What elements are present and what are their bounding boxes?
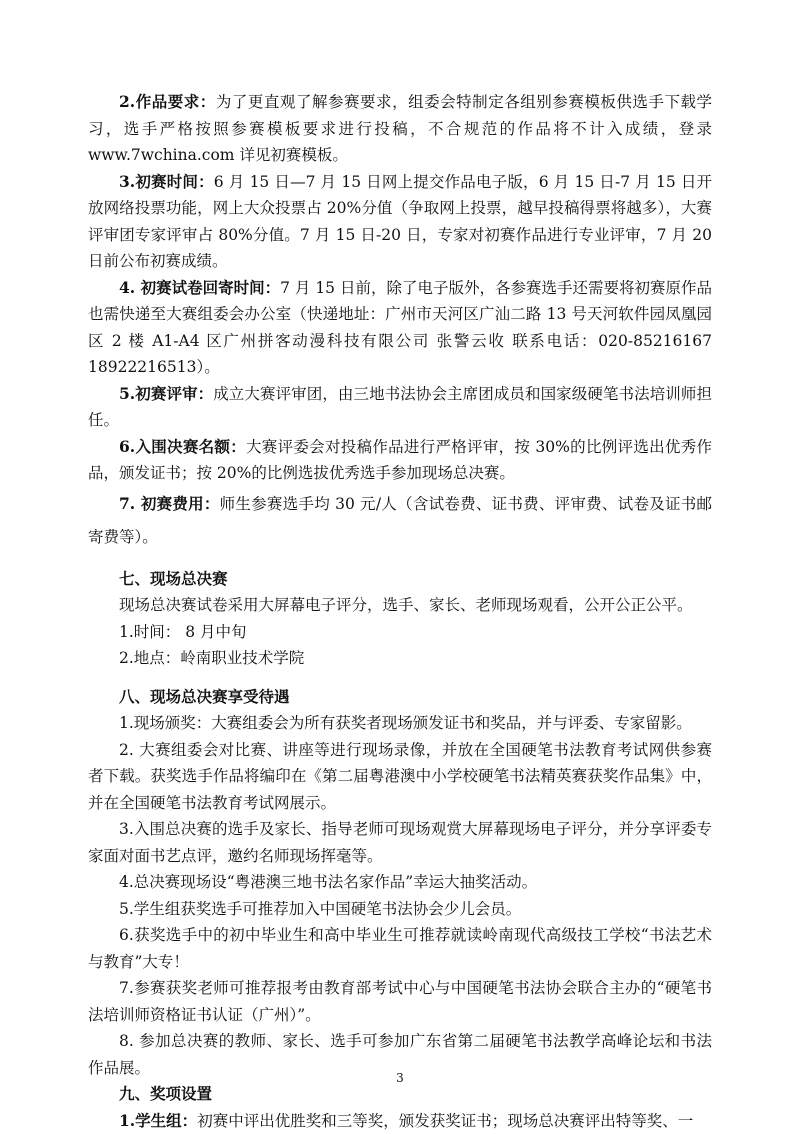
item-text: 7 月 15 日前，除了电子版外，各参赛选手还需要将初赛原作品也需快递至大赛组委会办公室（快递地址：广州市天河区广汕二路 13 号天河软件园凤凰园区 2 楼 A1-A4 区广州拼客动漫科技有限公司 张警云收 联系电话：020-85216167 18922216513）。 [88,279,712,377]
finals-intro: 现场总决赛试卷采用大屏幕电子评分，选手、家长、老师现场观看，公开公正公平。 [88,592,712,619]
item-label: 6.入围决赛名额： [119,437,246,456]
awards-label: 1.学生组： [119,1111,197,1130]
finals-time: 1.时间： 8 月中旬 [88,619,712,646]
item-text: 成立大赛评审团，由三地书法协会主席团成员和国家级硬笔书法培训师担任。 [88,385,712,430]
document-body [88,89,712,1134]
benefit-item: 1.现场颁奖：大赛组委会为所有获奖者现场颁发证书和奖品，并与评委、专家留影。 [88,710,712,737]
spacer [88,554,712,566]
awards-text: 初赛中评出优胜奖和三等奖，颁发获奖证书；现场总决赛评出特等奖、一 [197,1112,693,1130]
benefit-item: 4.总决赛现场设“粤港澳三地书法名家作品”幸运大抽奖活动。 [88,869,712,896]
item-3 [88,169,712,275]
item-label: 5.初赛评审： [119,384,213,403]
benefit-item: 7.参赛获奖老师可推荐报考由教育部考试中心与中国硬笔书法协会联合主办的“硬笔书法培训师资格证书认证（广州）”。 [88,975,712,1028]
benefit-item: 6.获奖选手中的初中毕业生和高中毕业生可推荐就读岭南现代高级技工学校“书法艺术与教育”大专！ [88,922,712,975]
benefit-item: 8. 参加总决赛的教师、家长、选手可参加广东省第二届硬笔书法教学高峰论坛和书法作品展。 [88,1028,712,1081]
item-7 [88,487,712,554]
item-label: 3.初赛时间： [119,172,214,191]
page-number: 3 [0,1071,800,1085]
item-text: 大赛评委会对投稿作品进行严格评审，按 30%的比例评选出优秀作品，颁发证书；按 20%的比例选拔优秀选手参加现场总决赛。 [88,438,712,483]
item-label: 7. 初赛费用： [119,494,220,513]
section-heading-awards: 九、奖项设置 [88,1081,712,1108]
item-5 [88,381,712,434]
finals-place: 2.地点：岭南职业技术学院 [88,645,712,672]
awards-student-group [88,1108,712,1134]
spacer [88,672,712,684]
section-heading-finals: 七、现场总决赛 [88,566,712,593]
item-2 [88,89,712,169]
benefit-item: 3.入围总决赛的选手及家长、指导老师可现场观赏大屏幕现场电子评分，并分享评委专家面对面书艺点评，邀约名师现场挥毫等。 [88,816,712,869]
item-4 [88,275,712,381]
item-label: 4. 初赛试卷回寄时间： [119,278,280,297]
benefit-item: 5.学生组获奖选手可推荐加入中国硬笔书法协会少儿会员。 [88,896,712,923]
item-label: 2.作品要求： [119,92,216,111]
item-6 [88,434,712,487]
benefit-item: 2. 大赛组委会对比赛、讲座等进行现场录像，并放在全国硬笔书法教育考试网供参赛者下载。获奖选手作品将编印在《第二届粤港澳中小学校硬笔书法精英赛获奖作品集》中，并在全国硬笔书法教育考试网展示。 [88,737,712,817]
item-text: 6 月 15 日—7 月 15 日网上提交作品电子版，6 月 15 日-7 月 15 日开放网络投票功能，网上大众投票占 20%分值（争取网上投票，越早投稿得票将越多），大赛评审团专家评审占 80%分值。7 月 15 日-20 日，专家对初赛作品进行专业评审，7 月 20 日前公布初赛成绩。 [88,173,712,271]
item-text: 为了更直观了解参赛要求，组委会特制定各组别参赛模板供选手下载学习，选手严格按照参赛模板要求进行投稿，不合规范的作品将不计入成绩，登录 www.7wchina.com 详见初赛模板。 [88,93,712,164]
item-text: 师生参赛选手均 30 元/人（含试卷费、证书费、评审费、试卷及证书邮寄费等）。 [88,495,712,546]
section-heading-benefits: 八、现场总决赛享受待遇 [88,684,712,711]
